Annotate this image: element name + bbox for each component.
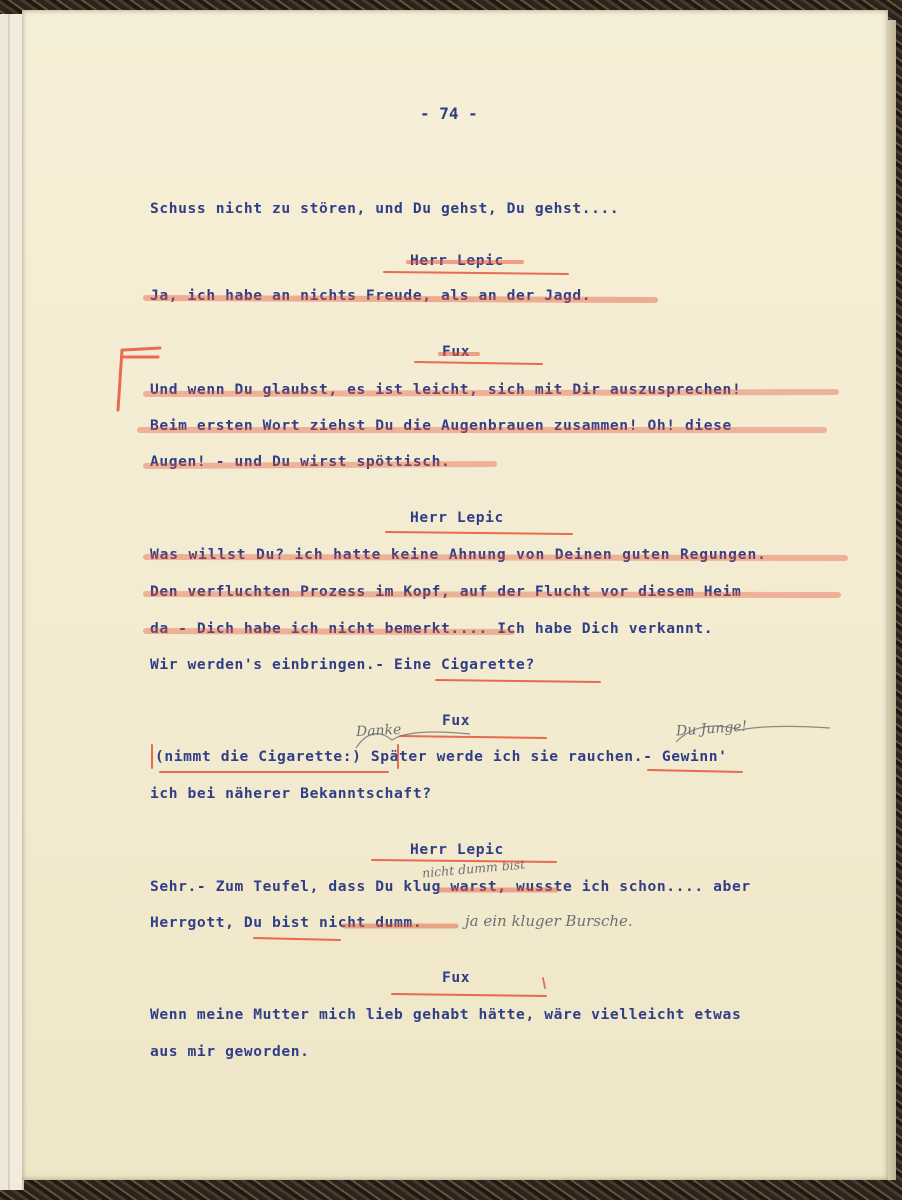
- text-line: Herrgott, Du bist nicht dumm.: [150, 914, 423, 931]
- text-line: ich bei näherer Bekanntschaft?: [150, 785, 432, 802]
- handwritten-note: Du Junge!: [675, 718, 748, 740]
- text-line: Beim ersten Wort ziehst Du die Augenbrauen zusammen! Oh! diese: [150, 417, 732, 434]
- text-line: Sehr.- Zum Teufel, dass Du klug warst, wusste ich schon.... aber: [150, 878, 751, 895]
- text-line: Schuss nicht zu stören, und Du gehst, Du gehst....: [150, 200, 620, 217]
- text-line: Den verfluchten Prozess im Kopf, auf der Flucht vor diesem Heim: [150, 583, 742, 600]
- speaker-name: Herr Lepic: [410, 509, 504, 526]
- handwritten-note: Danke: [355, 721, 402, 741]
- text-line: (nimmt die Cigarette:) Später werde ich sie rauchen.- Gewinn': [155, 748, 728, 765]
- text-line: Wir werden's einbringen.- Eine Cigarette?: [150, 656, 535, 673]
- speaker-name: Fux: [442, 343, 471, 360]
- speaker-name: Fux: [442, 969, 471, 986]
- text-line: Ja, ich habe an nichts Freude, als an der Jagd.: [150, 287, 592, 304]
- text-line: aus mir geworden.: [150, 1043, 310, 1060]
- previous-page-edge: [0, 14, 24, 1190]
- text-line: Wenn meine Mutter mich lieb gehabt hätte, wäre vielleicht etwas: [150, 1006, 742, 1023]
- text-line: Augen! - und Du wirst spöttisch.: [150, 453, 451, 470]
- handwritten-note: nicht dumm bist: [421, 856, 526, 881]
- speaker-name: Fux: [442, 712, 471, 729]
- speaker-name: Herr Lepic: [410, 252, 504, 269]
- text-line: Was willst Du? ich hatte keine Ahnung von Deinen guten Regungen.: [150, 546, 767, 563]
- text-line: da - Dich habe ich nicht bemerkt.... Ich habe Dich verkannt.: [150, 620, 714, 637]
- page-number: - 74 -: [420, 104, 478, 123]
- speaker-name: Herr Lepic: [410, 841, 504, 858]
- handwritten-note: ja ein kluger Bursche.: [465, 912, 633, 930]
- text-line: Und wenn Du glaubst, es ist leicht, sich mit Dir auszusprechen!: [150, 381, 742, 398]
